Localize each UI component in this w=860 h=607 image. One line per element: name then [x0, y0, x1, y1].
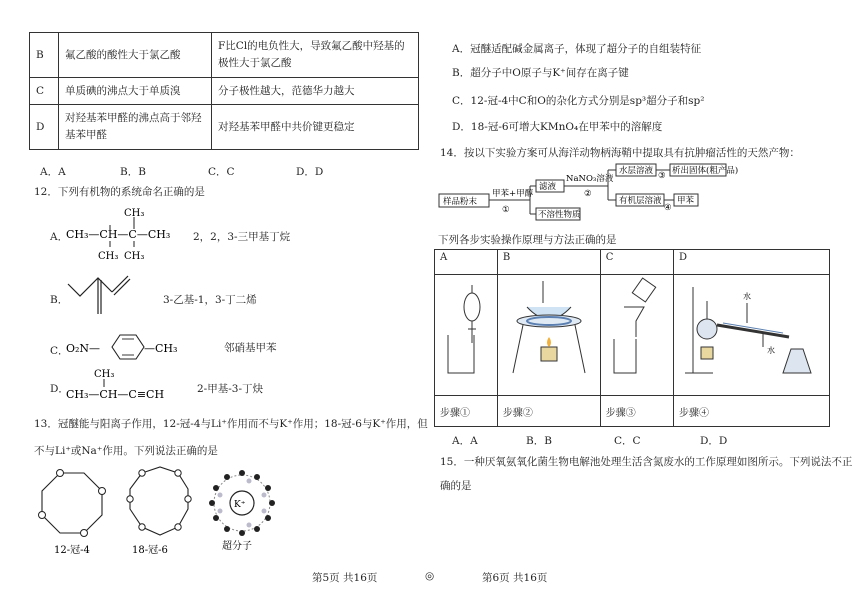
table-row: [30, 105, 419, 150]
q14-flowchart: [438, 160, 739, 222]
table-row: [435, 250, 830, 275]
svg-text:—CH₃: —CH₃: [144, 342, 178, 355]
q12-b-name: 3-乙基-1，3-丁二烯: [163, 294, 257, 306]
q12-stem: 12．下列有机物的系统命名正确的是: [34, 186, 205, 198]
option-d: D．D: [296, 166, 324, 178]
table-row: [435, 274, 830, 395]
option-d: D．D: [700, 435, 728, 447]
option-c: C．C: [614, 435, 641, 447]
q12-a-name: 2，2，3-三甲基丁烷: [193, 231, 291, 243]
svg-text:CH₃—CH—C—CH₃: CH₃—CH—C—CH₃: [66, 228, 171, 241]
flow-step2: ②: [584, 189, 592, 199]
flow-step3: ③: [658, 171, 666, 181]
flow-step4: ④: [664, 203, 672, 213]
footer-divider: ◎: [425, 570, 435, 582]
row-reason: F比Cl的电负性大，导致氟乙酸中羟基的极性大于氯乙酸: [212, 33, 419, 78]
q12-c-label: C．: [50, 345, 69, 357]
flow-sample: 样品粉末: [443, 197, 478, 207]
q12-d-name: 2-甲基-3-丁炔: [197, 383, 264, 395]
crown-18-6-caption: 18-冠-6: [132, 545, 168, 556]
row-key: B: [30, 33, 59, 78]
crown-ether-figures: [30, 465, 270, 560]
col-header-d: D: [674, 250, 830, 275]
option-c: C．C: [208, 166, 235, 178]
step-label-c: 步骤③: [600, 396, 673, 427]
flow-filtrate: 滤液: [539, 182, 557, 192]
col-header-b: B: [497, 250, 600, 275]
footer-right-page: 第6页 共16页: [482, 572, 548, 584]
supramolecule-figure: [209, 470, 275, 536]
row-reason: 分子极性越大，范德华力越大: [212, 78, 419, 105]
q14-substem: 下列各步实验操作原理与方法正确的是: [438, 234, 617, 246]
step-label-b: 步骤②: [497, 396, 600, 427]
step-label-d: 步骤④: [674, 396, 830, 427]
q15-stem-line2: 确的是: [440, 480, 472, 492]
water-in-label: 水: [743, 291, 751, 301]
col-header-c: C: [600, 250, 673, 275]
flow-step1: ①: [502, 205, 510, 215]
supramolecule-caption: 超分子: [222, 541, 252, 552]
apparatus-d: [674, 274, 830, 395]
filtration-icon: [606, 277, 666, 377]
q13-option-c: C．12-冠-4中C和O的杂化方式分别是sp³超分子和sp²: [452, 95, 705, 107]
q13-option-a: A．冠醚适配碱金属离子，体现了超分子的自组装特征: [452, 43, 702, 55]
footer-left-page: 第5页 共16页: [312, 572, 378, 584]
flow-solid: 析出固体(粗产品): [672, 166, 739, 176]
flow-organic: 有机层溶液: [619, 196, 662, 206]
row-key: C: [30, 78, 59, 105]
option-b: B．B: [120, 166, 146, 178]
q12-b-label: B．: [50, 294, 69, 306]
q15-stem-line1: 15．一种厌氧氨氧化菌生物电解池处理生活含氮废水的工作原理如图所示。下列说法不正: [440, 456, 853, 468]
separatory-funnel-icon: [440, 277, 490, 377]
option-b: B．B: [526, 435, 552, 447]
svg-text:CH₃: CH₃: [124, 251, 145, 262]
svg-text:CH₃: CH₃: [98, 251, 119, 262]
q13-stem-line2: 不与Li⁺或Na⁺作用。下列说法正确的是: [34, 445, 218, 457]
q12-d-label: D．: [50, 383, 69, 395]
q12-b-structure: [62, 270, 142, 320]
row-key: D: [30, 105, 59, 150]
row-fact: 单质碘的沸点大于单质溴: [59, 78, 212, 105]
flow-aqueous: 水层溶液: [619, 166, 654, 176]
row-reason: 对羟基苯甲醛中共价键更稳定: [212, 105, 419, 150]
row-fact: 氟乙酸的酸性大于氯乙酸: [59, 33, 212, 78]
svg-text:CH₃: CH₃: [94, 369, 115, 380]
flow-toluene: 甲苯: [677, 196, 695, 206]
water-out-label: 水: [767, 345, 775, 355]
q12-a-label: A．: [50, 231, 69, 243]
q14-stem: 14．按以下实验方案可从海洋动物柄海鞘中提取具有抗肿瘤活性的天然产物：: [440, 147, 800, 159]
q12-c-name: 邻硝基甲苯: [224, 342, 277, 354]
svg-text:O₂N—: O₂N—: [66, 342, 101, 355]
crown-12-4-caption: 12-冠-4: [54, 545, 90, 556]
q13-option-b: B．超分子中O原子与K⁺间存在离子键: [452, 67, 629, 79]
apparatus-a: [435, 274, 498, 395]
flow-insoluble: 不溶性物质: [538, 210, 581, 220]
crown-12-4-figure: [39, 470, 106, 537]
q13-stem-line1: 13．冠醚能与阳离子作用，12-冠-4与Li⁺作用而不与K⁺作用；18-冠-6与K⁺作用，但: [34, 418, 428, 430]
flow-reagent1: 甲苯+甲醇: [492, 189, 534, 199]
flow-reagent2: NaNO₃溶液: [566, 174, 614, 184]
k-ion-label: K⁺: [234, 500, 246, 510]
svg-text:CH₃: CH₃: [124, 208, 145, 219]
q12-a-structure: [62, 203, 172, 263]
table-row: [30, 33, 419, 78]
q13-option-d: D．18-冠-6可增大KMnO₄在甲苯中的溶解度: [452, 121, 663, 133]
table-row: [30, 78, 419, 105]
q12-c-structure: [64, 330, 178, 364]
evaporating-dish-icon: [503, 277, 593, 377]
q11-table: [29, 32, 419, 150]
svg-text:CH₃—CH—C≡CH: CH₃—CH—C≡CH: [66, 388, 165, 401]
step-label-a: 步骤①: [435, 396, 498, 427]
row-fact: 对羟基苯甲醛的沸点高于邻羟基苯甲醛: [59, 105, 212, 150]
q14-apparatus-table: [434, 249, 830, 427]
distillation-icon: [679, 277, 824, 377]
q12-d-structure: [62, 365, 172, 403]
crown-18-6-figure: [127, 467, 191, 535]
apparatus-c: [600, 274, 673, 395]
option-a: A．A: [452, 435, 478, 447]
col-header-a: A: [435, 250, 498, 275]
table-row: [435, 396, 830, 427]
option-a: A．A: [40, 166, 66, 178]
apparatus-b: [497, 274, 600, 395]
